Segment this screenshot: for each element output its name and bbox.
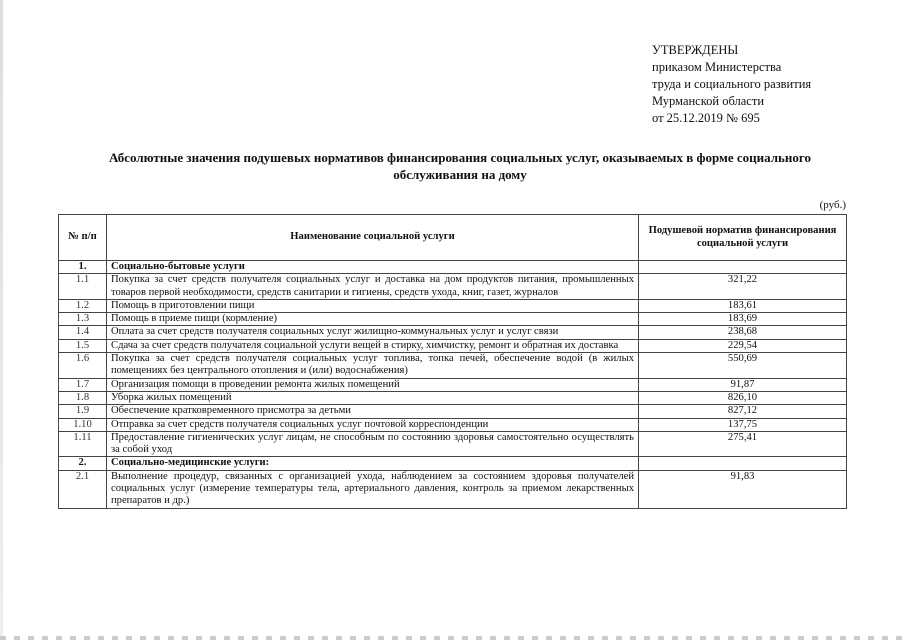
approval-line: Мурманской области (652, 94, 765, 108)
unit-label: (руб.) (819, 199, 846, 211)
row-number: 1.9 (59, 405, 107, 418)
service-value: 827,12 (639, 405, 847, 418)
table-header-row (59, 215, 847, 261)
service-value: 826,10 (639, 391, 847, 404)
table-row (59, 274, 847, 300)
service-name: Уборка жилых помещений (107, 391, 639, 404)
service-value: 238,68 (639, 326, 847, 339)
approval-line: УТВЕРЖДЕНЫ (652, 43, 739, 57)
service-value: 183,69 (639, 313, 847, 326)
row-number: 1.8 (59, 391, 107, 404)
row-number: 1.7 (59, 378, 107, 391)
approval-line: от 25.12.2019 № 695 (652, 111, 760, 125)
service-value: 137,75 (639, 418, 847, 431)
section-row (59, 261, 847, 274)
service-name: Социально-медицинские услуги: (107, 457, 639, 470)
header-value: Подушевой норматив финансирования социальной услуги (639, 215, 847, 261)
service-name: Выполнение процедур, связанных с организацией ухода, наблюдением за состоянием здоровья получателей социальных услуг (измерение температуры тела, артериального давления, контроль за приемом лекарственных препаратов и др.) (107, 470, 639, 508)
table-row (59, 391, 847, 404)
table-row (59, 405, 847, 418)
row-number: 1.5 (59, 339, 107, 352)
service-value: 229,54 (639, 339, 847, 352)
service-value (639, 457, 847, 470)
service-name: Социально-бытовые услуги (107, 261, 639, 274)
service-name: Оплата за счет средств получателя социальных услуг жилищно-коммунальных услуг и услуг связи (107, 326, 639, 339)
service-name: Покупка за счет средств получателя социальных услуг топлива, топка печей, обеспечение водой (в жилых помещениях без центрального отопления и (или) водоснабжения) (107, 353, 639, 379)
table-row (59, 431, 847, 457)
table-body (59, 261, 847, 509)
table-row (59, 353, 847, 379)
service-value: 91,83 (639, 470, 847, 508)
row-number: 1.1 (59, 274, 107, 300)
approval-block (652, 42, 811, 127)
table-row (59, 418, 847, 431)
service-name: Помощь в приготовлении пищи (107, 299, 639, 312)
row-number: 1.2 (59, 299, 107, 312)
header-name: Наименование социальной услуги (107, 215, 639, 261)
header-num: № п/п (59, 215, 107, 261)
service-name: Сдача за счет средств получателя социальной услуги вещей в стирку, химчистку, ремонт и обратная их доставка (107, 339, 639, 352)
services-table (58, 214, 847, 509)
row-number: 1.4 (59, 326, 107, 339)
scan-left-edge (0, 0, 3, 640)
table-row (59, 339, 847, 352)
document-title: Абсолютные значения подушевых нормативов финансирования социальных услуг, оказываемых в форме социального обслуживания на дому (109, 150, 811, 182)
approval-line: труда и социального развития (652, 77, 812, 91)
row-number: 1.11 (59, 431, 107, 457)
row-number: 1.10 (59, 418, 107, 431)
table-row (59, 378, 847, 391)
service-value: 550,69 (639, 353, 847, 379)
service-name: Покупка за счет средств получателя социальных услуг и доставка на дом продуктов питания, промышленных товаров первой необходимости, средств санитарии и гигиены, средств ухода, книг, газет, журналов (107, 274, 639, 300)
service-name: Предоставление гигиенических услуг лицам, не способным по состоянию здоровья самостоятельно осуществлять за собой уход (107, 431, 639, 457)
table-row (59, 326, 847, 339)
row-number: 2.1 (59, 470, 107, 508)
row-number: 1. (59, 261, 107, 274)
service-value: 275,41 (639, 431, 847, 457)
table-row (59, 299, 847, 312)
row-number: 1.6 (59, 353, 107, 379)
approval-line: приказом Министерства (652, 60, 782, 74)
service-name: Отправка за счет средств получателя социальных услуг почтовой корреспонденции (107, 418, 639, 431)
row-number: 2. (59, 457, 107, 470)
table-row (59, 313, 847, 326)
section-row (59, 457, 847, 470)
service-name: Обеспечение кратковременного присмотра за детьми (107, 405, 639, 418)
service-name: Помощь в приеме пищи (кормление) (107, 313, 639, 326)
scan-bottom-edge (0, 636, 905, 640)
row-number: 1.3 (59, 313, 107, 326)
table-row (59, 470, 847, 508)
service-name: Организация помощи в проведении ремонта жилых помещений (107, 378, 639, 391)
service-value (639, 261, 847, 274)
service-value: 183,61 (639, 299, 847, 312)
service-value: 321,22 (639, 274, 847, 300)
service-value: 91,87 (639, 378, 847, 391)
